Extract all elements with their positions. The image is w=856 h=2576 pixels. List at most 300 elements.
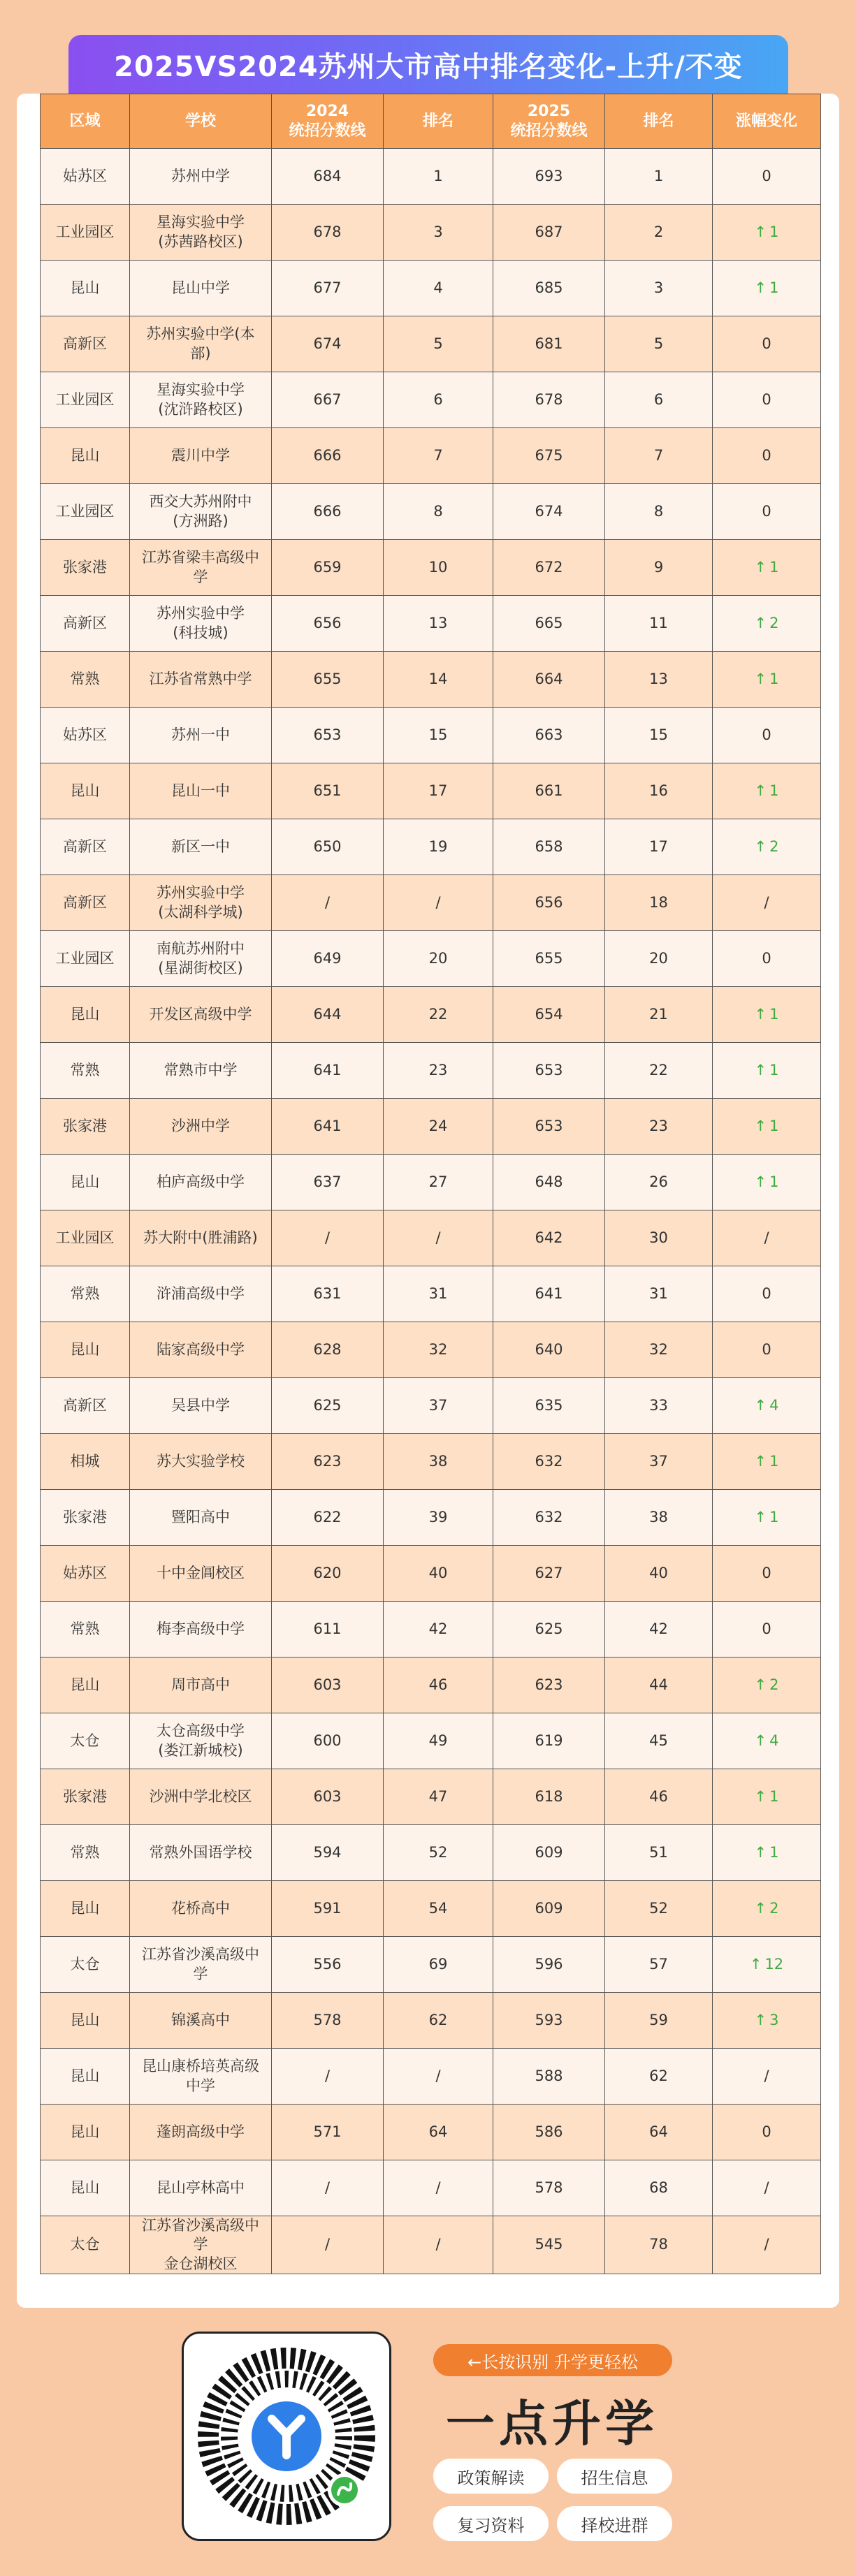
cell-score2024: 659 bbox=[272, 540, 384, 596]
cell-school: 陆家高级中学 bbox=[130, 1322, 272, 1378]
cell-score2024: 641 bbox=[272, 1099, 384, 1155]
cell-score2025: 640 bbox=[493, 1322, 605, 1378]
table-row bbox=[41, 149, 821, 205]
table-row bbox=[41, 484, 821, 540]
cell-change: / bbox=[713, 875, 821, 931]
cell-change bbox=[713, 1099, 821, 1155]
cell-district: 张家港 bbox=[41, 1769, 130, 1825]
cell-score2025: 656 bbox=[493, 875, 605, 931]
cell-rank2025: 42 bbox=[605, 1602, 713, 1657]
cell-school: 星海实验中学 (沈浒路校区) bbox=[130, 372, 272, 428]
cell-score2024: 644 bbox=[272, 987, 384, 1043]
cell-change: / bbox=[713, 1210, 821, 1266]
cell-school: 花桥高中 bbox=[130, 1881, 272, 1937]
cell-rank2025: 23 bbox=[605, 1099, 713, 1155]
cell-change bbox=[713, 763, 821, 819]
cell-school: 震川中学 bbox=[130, 428, 272, 484]
change-value: 1 bbox=[769, 223, 779, 240]
cell-score2024: 637 bbox=[272, 1155, 384, 1210]
cell-district: 张家港 bbox=[41, 1099, 130, 1155]
cell-district: 太仓 bbox=[41, 1713, 130, 1769]
cell-score2025: 632 bbox=[493, 1490, 605, 1546]
table-row bbox=[41, 372, 821, 428]
cell-score2025: 586 bbox=[493, 2105, 605, 2160]
cell-rank2024: 6 bbox=[384, 372, 493, 428]
cell-school: 江苏省常熟中学 bbox=[130, 652, 272, 708]
cell-school: 西交大苏州附中 (方洲路) bbox=[130, 484, 272, 540]
cell-rank2025: 64 bbox=[605, 2105, 713, 2160]
cell-score2024: 603 bbox=[272, 1769, 384, 1825]
cell-rank2025: 40 bbox=[605, 1546, 713, 1602]
cell-district: 昆山 bbox=[41, 2105, 130, 2160]
cell-rank2024: 27 bbox=[384, 1155, 493, 1210]
cell-district: 常熟 bbox=[41, 652, 130, 708]
header-district: 区域 bbox=[41, 94, 130, 149]
arrow-up-icon: ↑ bbox=[754, 1787, 767, 1805]
cell-score2025: 693 bbox=[493, 149, 605, 205]
cell-district: 太仓 bbox=[41, 1937, 130, 1993]
cell-score2025: 593 bbox=[493, 1993, 605, 2049]
arrow-up-icon: ↑ bbox=[754, 1508, 767, 1525]
table-row bbox=[41, 1266, 821, 1322]
cell-school: 梅李高级中学 bbox=[130, 1602, 272, 1657]
cell-score2024: 578 bbox=[272, 1993, 384, 2049]
cell-district: 工业园区 bbox=[41, 931, 130, 987]
cell-district: 昆山 bbox=[41, 1155, 130, 1210]
cell-score2025: 618 bbox=[493, 1769, 605, 1825]
cell-score2024: / bbox=[272, 2160, 384, 2216]
cell-change: 0 bbox=[713, 316, 821, 372]
change-value: 1 bbox=[769, 1787, 779, 1805]
cell-score2025: 687 bbox=[493, 205, 605, 261]
cell-score2024: 628 bbox=[272, 1322, 384, 1378]
table-row bbox=[41, 2216, 821, 2274]
cell-rank2025: 68 bbox=[605, 2160, 713, 2216]
cell-score2024: 623 bbox=[272, 1434, 384, 1490]
table-row bbox=[41, 1713, 821, 1769]
cell-score2025: 641 bbox=[493, 1266, 605, 1322]
cell-rank2025: 46 bbox=[605, 1769, 713, 1825]
change-value: 1 bbox=[769, 1117, 779, 1134]
cell-score2025: 642 bbox=[493, 1210, 605, 1266]
cell-school: 新区一中 bbox=[130, 819, 272, 875]
table-row bbox=[41, 428, 821, 484]
cell-district: 昆山 bbox=[41, 2160, 130, 2216]
cell-school: 沙洲中学 bbox=[130, 1099, 272, 1155]
cell-rank2024: 47 bbox=[384, 1769, 493, 1825]
cell-rank2025: 78 bbox=[605, 2216, 713, 2274]
cell-rank2024: / bbox=[384, 2049, 493, 2105]
cell-rank2024: 14 bbox=[384, 652, 493, 708]
cell-change bbox=[713, 1937, 821, 1993]
arrow-up-icon: ↑ bbox=[754, 1899, 767, 1917]
arrow-up-icon: ↑ bbox=[754, 1676, 767, 1693]
cell-score2025: 635 bbox=[493, 1378, 605, 1434]
cell-score2024: 571 bbox=[272, 2105, 384, 2160]
cell-rank2025: 26 bbox=[605, 1155, 713, 1210]
table-row bbox=[41, 1993, 821, 2049]
cell-change bbox=[713, 1713, 821, 1769]
change-value: 1 bbox=[769, 782, 779, 799]
arrow-up-icon: ↑ bbox=[754, 1061, 767, 1078]
cell-change bbox=[713, 205, 821, 261]
cell-score2025: 623 bbox=[493, 1657, 605, 1713]
table-row bbox=[41, 1210, 821, 1266]
table-row bbox=[41, 1043, 821, 1099]
cell-score2025: 653 bbox=[493, 1043, 605, 1099]
arrow-up-icon: ↑ bbox=[754, 1732, 767, 1749]
cell-school: 十中金阊校区 bbox=[130, 1546, 272, 1602]
cell-change: 0 bbox=[713, 931, 821, 987]
cell-school: 太仓高级中学 (娄江新城校) bbox=[130, 1713, 272, 1769]
table-row bbox=[41, 205, 821, 261]
cell-change bbox=[713, 1490, 821, 1546]
cell-rank2024: 3 bbox=[384, 205, 493, 261]
cell-district: 常熟 bbox=[41, 1266, 130, 1322]
cell-district: 昆山 bbox=[41, 763, 130, 819]
cell-score2025: 672 bbox=[493, 540, 605, 596]
table-row bbox=[41, 1378, 821, 1434]
header-school: 学校 bbox=[130, 94, 272, 149]
cell-score2024: 678 bbox=[272, 205, 384, 261]
table-row bbox=[41, 1825, 821, 1881]
cell-rank2024: 20 bbox=[384, 931, 493, 987]
cell-score2025: 654 bbox=[493, 987, 605, 1043]
cell-score2024: 666 bbox=[272, 428, 384, 484]
cell-score2025: 632 bbox=[493, 1434, 605, 1490]
cell-school: 苏州实验中学 (科技城) bbox=[130, 596, 272, 652]
table-row bbox=[41, 875, 821, 931]
cell-score2024: 684 bbox=[272, 149, 384, 205]
cell-score2025: 648 bbox=[493, 1155, 605, 1210]
cell-school: 常熟市中学 bbox=[130, 1043, 272, 1099]
cell-score2024: 625 bbox=[272, 1378, 384, 1434]
cell-change bbox=[713, 1825, 821, 1881]
cell-rank2024: 40 bbox=[384, 1546, 493, 1602]
cell-rank2025: 22 bbox=[605, 1043, 713, 1099]
table-header-row bbox=[41, 94, 821, 149]
table-row bbox=[41, 596, 821, 652]
cell-district: 常熟 bbox=[41, 1043, 130, 1099]
arrow-up-icon: ↑ bbox=[754, 782, 767, 799]
cell-score2024: / bbox=[272, 875, 384, 931]
cell-score2024: 556 bbox=[272, 1937, 384, 1993]
cell-district: 昆山 bbox=[41, 2049, 130, 2105]
cell-score2025: 661 bbox=[493, 763, 605, 819]
change-value: 1 bbox=[769, 558, 779, 576]
cell-change: 0 bbox=[713, 149, 821, 205]
cell-score2025: 627 bbox=[493, 1546, 605, 1602]
cell-rank2024: / bbox=[384, 875, 493, 931]
cell-score2024: 667 bbox=[272, 372, 384, 428]
brand-name: 一点升学 bbox=[446, 2395, 658, 2452]
cell-score2024: / bbox=[272, 1210, 384, 1266]
table-row bbox=[41, 1546, 821, 1602]
cell-district: 姑苏区 bbox=[41, 708, 130, 763]
cell-change: 0 bbox=[713, 1322, 821, 1378]
cell-change bbox=[713, 261, 821, 316]
join-group-button[interactable]: 择校进群 bbox=[557, 2506, 672, 2541]
cell-school: 吴县中学 bbox=[130, 1378, 272, 1434]
arrow-up-icon: ↑ bbox=[754, 837, 767, 855]
cell-district: 昆山 bbox=[41, 261, 130, 316]
table-row bbox=[41, 987, 821, 1043]
cell-rank2024: 23 bbox=[384, 1043, 493, 1099]
cell-school: 昆山亭林高中 bbox=[130, 2160, 272, 2216]
cell-rank2024: 39 bbox=[384, 1490, 493, 1546]
table-row bbox=[41, 261, 821, 316]
change-value: 3 bbox=[769, 2011, 779, 2028]
header-rank-2025: 排名 bbox=[605, 94, 713, 149]
table-row bbox=[41, 652, 821, 708]
arrow-up-icon: ↑ bbox=[754, 670, 767, 687]
cell-score2024: 650 bbox=[272, 819, 384, 875]
cell-change bbox=[713, 1434, 821, 1490]
table-row bbox=[41, 2049, 821, 2105]
cell-score2025: 609 bbox=[493, 1881, 605, 1937]
arrow-up-icon: ↑ bbox=[749, 1955, 762, 1973]
cell-rank2025: 37 bbox=[605, 1434, 713, 1490]
cell-rank2024: 5 bbox=[384, 316, 493, 372]
cell-score2025: 663 bbox=[493, 708, 605, 763]
cell-rank2024: 22 bbox=[384, 987, 493, 1043]
cell-score2024: / bbox=[272, 2216, 384, 2274]
cell-rank2025: 52 bbox=[605, 1881, 713, 1937]
cell-score2024: 666 bbox=[272, 484, 384, 540]
cell-district: 高新区 bbox=[41, 819, 130, 875]
cell-district: 高新区 bbox=[41, 1378, 130, 1434]
table-row bbox=[41, 1937, 821, 1993]
cell-change: 0 bbox=[713, 708, 821, 763]
cell-rank2025: 51 bbox=[605, 1825, 713, 1881]
cell-score2025: 681 bbox=[493, 316, 605, 372]
cell-score2024: 631 bbox=[272, 1266, 384, 1322]
cell-change: / bbox=[713, 2216, 821, 2274]
cell-score2024: 611 bbox=[272, 1602, 384, 1657]
cell-score2025: 588 bbox=[493, 2049, 605, 2105]
cell-rank2025: 20 bbox=[605, 931, 713, 987]
cell-rank2024: 17 bbox=[384, 763, 493, 819]
arrow-up-icon: ↑ bbox=[754, 1452, 767, 1470]
arrow-up-icon: ↑ bbox=[754, 614, 767, 631]
cell-change: 0 bbox=[713, 1266, 821, 1322]
cell-district: 昆山 bbox=[41, 1322, 130, 1378]
cell-school: 星海实验中学 (苏茜路校区) bbox=[130, 205, 272, 261]
table-row bbox=[41, 1881, 821, 1937]
cell-score2025: 674 bbox=[493, 484, 605, 540]
cell-school: 周市高中 bbox=[130, 1657, 272, 1713]
cell-rank2024: 32 bbox=[384, 1322, 493, 1378]
cell-rank2024: 19 bbox=[384, 819, 493, 875]
header-rank-2024: 排名 bbox=[384, 94, 493, 149]
wechat-mini-program-icon bbox=[331, 2477, 358, 2503]
table-row bbox=[41, 1322, 821, 1378]
cell-change: 0 bbox=[713, 484, 821, 540]
table-row bbox=[41, 763, 821, 819]
cell-change bbox=[713, 596, 821, 652]
cell-rank2025: 1 bbox=[605, 149, 713, 205]
cell-score2024: 622 bbox=[272, 1490, 384, 1546]
cell-rank2025: 32 bbox=[605, 1322, 713, 1378]
cell-school: 苏州实验中学(本 部) bbox=[130, 316, 272, 372]
cell-score2024: 594 bbox=[272, 1825, 384, 1881]
cell-rank2024: 49 bbox=[384, 1713, 493, 1769]
cell-rank2024: 42 bbox=[384, 1602, 493, 1657]
cell-change: 0 bbox=[713, 1546, 821, 1602]
change-value: 2 bbox=[769, 837, 779, 855]
cell-score2025: 675 bbox=[493, 428, 605, 484]
cell-district: 工业园区 bbox=[41, 1210, 130, 1266]
change-value: 1 bbox=[769, 1005, 779, 1023]
table-row bbox=[41, 708, 821, 763]
cell-rank2025: 44 bbox=[605, 1657, 713, 1713]
cell-score2024: 600 bbox=[272, 1713, 384, 1769]
cell-score2024: 649 bbox=[272, 931, 384, 987]
arrow-up-icon: ↑ bbox=[754, 1843, 767, 1861]
cell-rank2024: 10 bbox=[384, 540, 493, 596]
cell-rank2025: 5 bbox=[605, 316, 713, 372]
arrow-up-icon: ↑ bbox=[754, 1173, 767, 1190]
cell-rank2025: 18 bbox=[605, 875, 713, 931]
table-body bbox=[41, 149, 821, 2274]
cell-district: 太仓 bbox=[41, 2216, 130, 2274]
cell-school: 蓬朗高级中学 bbox=[130, 2105, 272, 2160]
cell-school: 江苏省沙溪高级中 学 金仓湖校区 bbox=[130, 2216, 272, 2274]
footer bbox=[0, 2308, 856, 2576]
table-row bbox=[41, 819, 821, 875]
cell-school: 暨阳高中 bbox=[130, 1490, 272, 1546]
cell-rank2024: 54 bbox=[384, 1881, 493, 1937]
header-score-2024: 2024 统招分数线 bbox=[272, 94, 384, 149]
cell-district: 常熟 bbox=[41, 1825, 130, 1881]
table-row bbox=[41, 1434, 821, 1490]
table-row bbox=[41, 2105, 821, 2160]
table-row bbox=[41, 1657, 821, 1713]
cell-change bbox=[713, 1657, 821, 1713]
table-row bbox=[41, 1769, 821, 1825]
cell-score2024: 656 bbox=[272, 596, 384, 652]
cell-rank2024: 52 bbox=[384, 1825, 493, 1881]
cell-school: 江苏省梁丰高级中 学 bbox=[130, 540, 272, 596]
cell-rank2025: 9 bbox=[605, 540, 713, 596]
cell-school: 浒浦高级中学 bbox=[130, 1266, 272, 1322]
arrow-up-icon: ↑ bbox=[754, 223, 767, 240]
cell-district: 昆山 bbox=[41, 428, 130, 484]
cell-change bbox=[713, 987, 821, 1043]
cell-school: 昆山康桥培英高级 中学 bbox=[130, 2049, 272, 2105]
change-value: 4 bbox=[769, 1732, 779, 1749]
change-value: 4 bbox=[769, 1396, 779, 1414]
qr-code[interactable] bbox=[182, 2332, 391, 2541]
cell-rank2024: / bbox=[384, 1210, 493, 1266]
cell-rank2025: 2 bbox=[605, 205, 713, 261]
change-value: 2 bbox=[769, 1676, 779, 1693]
cell-change: 0 bbox=[713, 2105, 821, 2160]
change-value: 1 bbox=[769, 1843, 779, 1861]
cell-district: 工业园区 bbox=[41, 484, 130, 540]
cell-score2025: 658 bbox=[493, 819, 605, 875]
cell-district: 昆山 bbox=[41, 1993, 130, 2049]
change-value: 1 bbox=[769, 1508, 779, 1525]
cell-score2024: 620 bbox=[272, 1546, 384, 1602]
cell-score2025: 653 bbox=[493, 1099, 605, 1155]
cell-score2025: 625 bbox=[493, 1602, 605, 1657]
table-row bbox=[41, 1155, 821, 1210]
cell-school: 沙洲中学北校区 bbox=[130, 1769, 272, 1825]
table-row bbox=[41, 540, 821, 596]
cell-rank2024: 8 bbox=[384, 484, 493, 540]
change-value: 2 bbox=[769, 1899, 779, 1917]
cell-score2025: 655 bbox=[493, 931, 605, 987]
table-row bbox=[41, 316, 821, 372]
cell-school: 柏庐高级中学 bbox=[130, 1155, 272, 1210]
page-title: 2025VS2024苏州大市高中排名变化-上升/不变 bbox=[68, 35, 788, 94]
cell-rank2024: 1 bbox=[384, 149, 493, 205]
arrow-up-icon: ↑ bbox=[754, 1005, 767, 1023]
cell-district: 常熟 bbox=[41, 1602, 130, 1657]
cell-score2025: 578 bbox=[493, 2160, 605, 2216]
cell-rank2024: 15 bbox=[384, 708, 493, 763]
cell-score2024: 591 bbox=[272, 1881, 384, 1937]
cell-score2025: 545 bbox=[493, 2216, 605, 2274]
cell-score2024: 603 bbox=[272, 1657, 384, 1713]
cell-school: 苏大附中(胜浦路) bbox=[130, 1210, 272, 1266]
cell-rank2024: 4 bbox=[384, 261, 493, 316]
cell-district: 昆山 bbox=[41, 1881, 130, 1937]
cell-rank2024: 24 bbox=[384, 1099, 493, 1155]
cell-district: 张家港 bbox=[41, 1490, 130, 1546]
cell-rank2025: 57 bbox=[605, 1937, 713, 1993]
cell-district: 昆山 bbox=[41, 1657, 130, 1713]
change-value: 2 bbox=[769, 614, 779, 631]
cell-rank2025: 38 bbox=[605, 1490, 713, 1546]
cell-district: 高新区 bbox=[41, 875, 130, 931]
cell-district: 相城 bbox=[41, 1434, 130, 1490]
cell-rank2025: 3 bbox=[605, 261, 713, 316]
cell-score2024: 677 bbox=[272, 261, 384, 316]
table-row bbox=[41, 1099, 821, 1155]
cell-rank2025: 45 bbox=[605, 1713, 713, 1769]
review-materials-button[interactable]: 复习资料 bbox=[433, 2506, 549, 2541]
cell-score2025: 665 bbox=[493, 596, 605, 652]
cell-rank2024: 31 bbox=[384, 1266, 493, 1322]
policy-button[interactable]: 政策解读 bbox=[433, 2459, 549, 2494]
admission-info-button[interactable]: 招生信息 bbox=[557, 2459, 672, 2494]
cell-change: / bbox=[713, 2160, 821, 2216]
cell-district: 昆山 bbox=[41, 987, 130, 1043]
cell-score2024: 674 bbox=[272, 316, 384, 372]
cell-change bbox=[713, 1881, 821, 1937]
cell-district: 姑苏区 bbox=[41, 1546, 130, 1602]
cell-change: 0 bbox=[713, 428, 821, 484]
cell-change bbox=[713, 1155, 821, 1210]
cell-rank2024: 13 bbox=[384, 596, 493, 652]
cell-change: 0 bbox=[713, 372, 821, 428]
cell-score2024: / bbox=[272, 2049, 384, 2105]
cell-rank2024: 64 bbox=[384, 2105, 493, 2160]
cell-rank2025: 7 bbox=[605, 428, 713, 484]
cell-rank2024: 37 bbox=[384, 1378, 493, 1434]
cell-change bbox=[713, 1993, 821, 2049]
header-score-2025: 2025 统招分数线 bbox=[493, 94, 605, 149]
change-value: 1 bbox=[769, 1173, 779, 1190]
cell-rank2024: / bbox=[384, 2160, 493, 2216]
cell-rank2025: 31 bbox=[605, 1266, 713, 1322]
cell-rank2024: 62 bbox=[384, 1993, 493, 2049]
table-row bbox=[41, 1602, 821, 1657]
change-value: 12 bbox=[764, 1955, 784, 1973]
cell-district: 高新区 bbox=[41, 316, 130, 372]
